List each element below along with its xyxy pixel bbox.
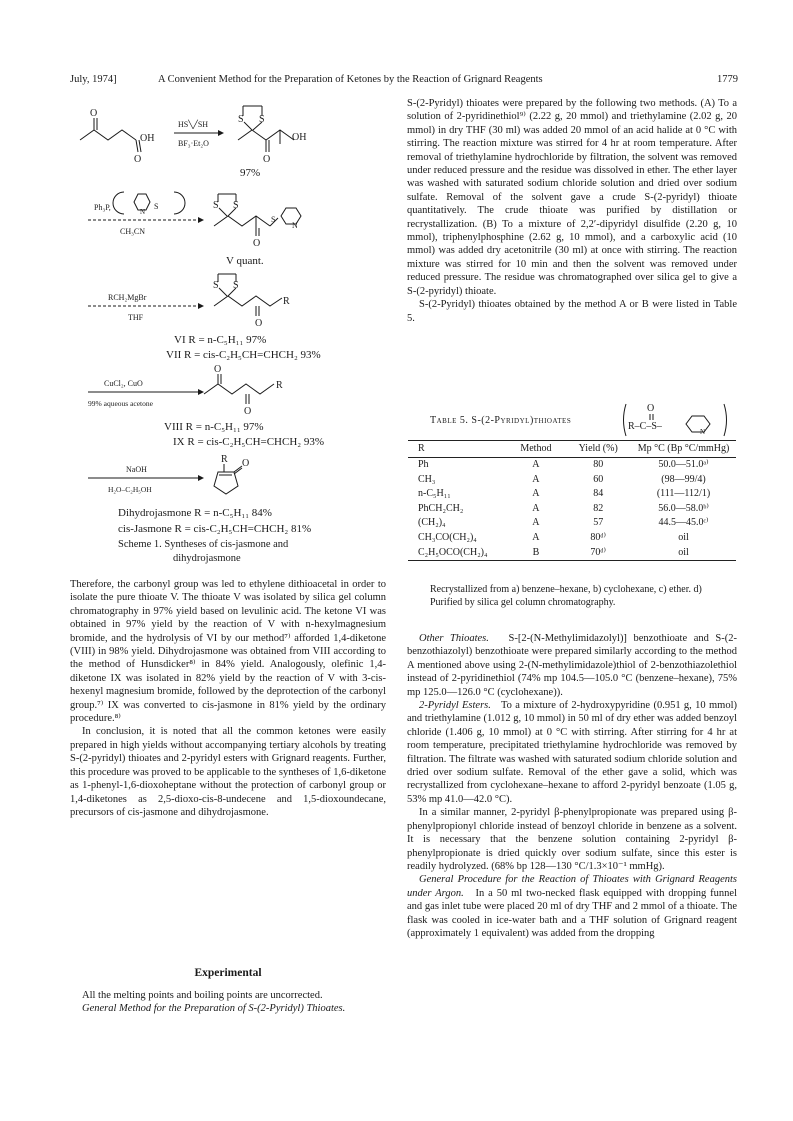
paragraph: In conclusion, it is noted that all the common ketones were easily prepared in high yields without accompanying tertiary alcohols by treating S-(2-pyridyl) thioates and 2-pyridyl esters with Grignard reagents. Further, this procedure was proved to be applicable to the syntheses of 1,6-diketone as 1-phenyl-1,6-dioxoheptane without the protection of carbonyl group or 1,4-diketones as 2,5-dioxo-cis-8-undecene and 1,5-dioxoundecane, precursors of cis-jasmone and dihydrojasmone. [70, 726, 386, 818]
paragraph: In a similar manner, 2-pyridyl β-phenylpropionate was prepared using β-phenylpropionyl chloride instead of benzoyl chloride in benzene as a solvent. It is necessary that the benzene solution containing 2-pyridyl β-phenylpropionate is dried quickly over sodium sulfate, since this ester is readily hydrolyzed. (68% bp 128—130 °C/1.3×10⁻¹ mmHg). [407, 807, 737, 872]
table-cell: A [532, 517, 540, 529]
table-cell: CH₃ [418, 473, 436, 485]
paragraph: S-[2-(N-Methylimidazolyl)] benzothioate and S-(2-benzothiazolyl) benzothioate were prepared similarly according to the method A mentioned above using 2-(N-methylimidazole)thiol of 2-benzothiazolethiol instead of 2-pyridinethiol (74% mp 104.5—105.0 °C (benzene–hexane), 75% mp 125.0—126.0 °C (cyclohexane)). [407, 633, 737, 698]
ketone-vi-structure [214, 274, 282, 316]
atom-o: O [263, 154, 271, 165]
atom-o: O [255, 318, 263, 329]
reagent2-bottom: CH₃CN [120, 227, 146, 236]
compound-vii: VII R = cis-C₂H₅CH=CHCH₂ 93% [166, 349, 321, 361]
dithiolane-acid-structure [238, 106, 294, 152]
table-cell: B [506, 546, 565, 561]
atom-o: O [90, 108, 98, 119]
reagent1-bottom: BF₃·Et₂O [178, 139, 209, 148]
table-row [408, 487, 736, 502]
subsection-heading: General Method for the Preparation of S-(2-Pyridyl) Thioates. [82, 1003, 346, 1015]
section-heading-experimental: Experimental [194, 967, 262, 979]
table-header-row [408, 441, 736, 458]
paragraph: Therefore, the carbonyl group was led to ethylene dithioacetal in order to isolate the pure thioate V. The thioate V was isolated by silica gel column chromatography in 97% yield based on levulinic acid. The ketone VI was obtained in 97% yield by the reaction of V with n-hexylmagnesium bromide, and the hydrolysis of VI by our method⁷⁾ afforded 1,4-diketone (VIII) in 98% yield. Dihydrojasmone was obtained from VIII according to the method of Hunsdicker⁸⁾ in 84% yield. Analogously, olefinic 1,4-diketone IX was isolated in 82% yield by the reaction of V with 3-cis-hexenyl magnesium bromide, followed by the deprotection of the carbonyl group.⁷⁾ IX was converted to cis-jasmone in 81% yield by the ordinary procedure.⁸⁾ [70, 579, 386, 725]
table-cell: A [532, 531, 540, 543]
paragraph: In a 50 ml two-necked flask equipped with dropping funnel and gas inlet tube were placed 20 ml of dry THF and 2 mmol of a thioate. The flask was cooled in ice-water bath and a THF solution of Grignard reagent (approximately 1 equivalent) was added from the dropping [407, 887, 738, 939]
atom-s: S [238, 114, 244, 125]
compound-viii: VIII R = n-C₅H₁₁ 97% [164, 421, 264, 433]
thioate-v-structure [214, 194, 301, 236]
paragraph: All the melting points and boiling points are uncorrected. [82, 990, 323, 1001]
atom-n: N [292, 221, 298, 230]
left-column-text [70, 578, 386, 819]
table-cell: 50.0—51.0ᵃ⁾ [658, 459, 709, 470]
atom-r: R [283, 296, 290, 307]
scheme-caption [118, 538, 378, 566]
header-title: A Convenient Method for the Preparation of Ketones by the Reaction of Grignard Reagents [158, 74, 543, 85]
table-row [408, 502, 736, 517]
reagent4-bottom: 99% aqueous acetone [88, 399, 153, 408]
table-title: Table 5. S-(2-Pyridyl)thioates [430, 415, 572, 426]
thioate-formula-icon [620, 400, 740, 440]
table-cell: CH₃CO(CH₂)₄ [418, 531, 477, 543]
table-cell: A [532, 473, 540, 485]
paragraph: To a mixture of 2-hydroxypyridine (0.951 g, 10 mmol) and triethylamine (1.012 g, 10 mmol) in 50 ml of dry ether was added benzoyl chloride (1.406 g, 10 mmol) at 0 °C with stirring. After stirring for 4 hr at room temperature, precipitated triethylamine hydrochloride was removed by filtration. The filtrate was washed with saturated sodium chloride solution and dried over sodium sulfate. Removal of the ether gave a solid, which was recrystallized from cyclohexane–hexane to afford 2-pyridyl benzoate (1.05 g, 53% mp 41.0—42.0 °C). [407, 700, 738, 805]
table-cell: (98—99/4) [661, 473, 706, 485]
table-cell: n-C₅H₁₁ [418, 488, 451, 500]
product-v: V quant. [226, 255, 264, 267]
table-caption [430, 400, 740, 440]
table-cell: A [532, 502, 540, 514]
atom-o: O [253, 238, 261, 249]
paragraph: S-(2-Pyridyl) thioates were prepared by the following two methods. (A) To a solution of 2-pyridinethiol⁹⁾ (2.22 g, 20 mmol) and triethylamine (2.02 g, 20 mmol) in dry THF (30 ml) was added 20 mmol of an acid halide at 0 °C with stirring. The reaction mixture was stirred for 4 hr at room temperature. After removal of triethylamine hydrochloride by filtration, the solvent was removed under reduced pressure and the residue was dissolved in ether. The ether layer was washed with saturated sodium chloride solution and dried over sodium sulfate. Removal of the solvent gave a crude S-(2-pyridyl) thioate quantitatively. The crude thioate was purified by distillation or recrystallization. (B) To a mixture of 2,2′-dipyridyl disulfide (2.20 g, 10 mmol), triphenylphosphine (2.62 g, 10 mmol), and a carboxylic acid (10 mmol) was added dry acetonitrile (30 ml) at once with stirring. The reaction mixture was stirred for 10 min and then the solvent was removed under reduced pressure. The residue was chromatographed over silica gel to give a S-(2-pyridyl) thioate. [407, 98, 737, 297]
cyclopentenone-structure [214, 464, 242, 494]
dipyridyl-disulfide-icon [113, 192, 185, 214]
table-cell: Ph [418, 459, 429, 470]
atom-s: S [154, 202, 159, 211]
atom-o: O [242, 458, 250, 469]
table-cell: 80ᵈ⁾ [590, 531, 606, 543]
reagent3-bottom: THF [128, 313, 144, 322]
yield1: 97% [240, 167, 261, 179]
atom-s: S [213, 280, 219, 291]
table-cell: 57 [593, 517, 604, 529]
scheme-caption-line2: dihydrojasmone [173, 553, 241, 564]
atom-s: S [213, 200, 219, 211]
table-row [408, 458, 736, 473]
atom-s: S [271, 215, 276, 224]
reagent5-bottom: H₂O–C₂H₅OH [108, 485, 152, 494]
paragraph: S-(2-Pyridyl) thioates obtained by the method A or B were listed in Table 5. [407, 299, 737, 324]
atom-oh: OH [292, 132, 307, 143]
table-cell: oil [631, 546, 736, 561]
table-row [408, 546, 736, 561]
table-cell: 82 [593, 502, 604, 514]
subsection-heading: 2-Pyridyl Esters. [419, 700, 491, 712]
column-header: Yield (%) [565, 441, 631, 458]
reagent4-top: CuCl₂, CuO [104, 379, 143, 388]
table-cell: (111—112/1) [656, 488, 711, 500]
reagent5-top: NaOH [126, 465, 147, 474]
table-cell: C₂H₅OCO(CH₂)₄ [408, 546, 506, 561]
atom-s: S [259, 114, 265, 125]
table-cell: 70ᵈ⁾ [565, 546, 631, 561]
table-cell: A [532, 459, 540, 470]
dihydrojasmone-entry: Dihydrojasmone R = n-C₅H₁₁ 84% [118, 507, 272, 519]
atom-s: S [233, 280, 239, 291]
column-header: Method [506, 441, 565, 458]
atom-r: R [221, 454, 228, 465]
subsection-heading: General Procedure for the Reaction of Thioates with Grignard Reagents under Argon. [407, 874, 737, 899]
atom-o: O [647, 403, 655, 414]
page-number: 1779 [717, 74, 738, 85]
table-row [408, 531, 736, 546]
levulinic-acid-structure [80, 118, 141, 152]
reagent2-top: Ph₃P, [94, 203, 111, 212]
subsection-heading: Other Thioates. [419, 633, 489, 644]
reagent1-top: HS╲╱SH [178, 120, 209, 129]
right-column-text [407, 97, 737, 325]
table-cell: 80 [593, 459, 604, 470]
column-header: Mp °C (Bp °C/mmHg) [631, 441, 736, 458]
scheme-caption-line1: Scheme 1. Syntheses of cis-jasmone and [118, 539, 289, 550]
table-cell: PhCH₂CH₂ [418, 502, 464, 514]
thioates-table [408, 440, 736, 561]
diketone-viii-structure [204, 374, 274, 404]
left-column-experimental [70, 989, 386, 1016]
table-cell: 56.0—58.0ᵇ⁾ [658, 502, 709, 514]
atom-n: N [700, 428, 706, 436]
table-cell: oil [678, 531, 689, 543]
right-column-experimental [407, 632, 737, 940]
atom-s: S [233, 200, 239, 211]
atom-o: O [214, 364, 222, 375]
table-formula: R–C–S– [628, 421, 662, 432]
table-cell: 44.5—45.0ᶜ⁾ [658, 517, 709, 529]
reagent3-top: RCH₂MgBr [108, 293, 147, 302]
table-row [408, 516, 736, 531]
atom-n: N [140, 208, 146, 216]
compound-vi: VI R = n-C₅H₁₁ 97% [174, 334, 267, 346]
table-footnotes: Recrystallized from a) benzene–hexane, b) cyclohexane, c) ether. d) Purified by silica gel column chromatography. [430, 584, 702, 608]
compound-ix: IX R = cis-C₂H₅CH=CHCH₂ 93% [173, 436, 325, 448]
atom-o: O [134, 154, 142, 165]
atom-oh: OH [140, 133, 155, 144]
cis-jasmone-entry: cis-Jasmone R = cis-C₂H₅CH=CHCH₂ 81% [118, 523, 312, 535]
running-header [70, 74, 738, 90]
table-row [408, 473, 736, 488]
table-cell: 60 [593, 473, 604, 485]
table-cell: 84 [593, 488, 604, 500]
header-date: July, 1974] [70, 74, 117, 85]
atom-o: O [244, 406, 252, 417]
column-header: R [408, 441, 506, 458]
atom-r: R [276, 380, 283, 391]
table-cell: (CH₂)₄ [418, 517, 446, 529]
reaction-scheme [78, 96, 388, 536]
table-cell: A [532, 488, 540, 500]
